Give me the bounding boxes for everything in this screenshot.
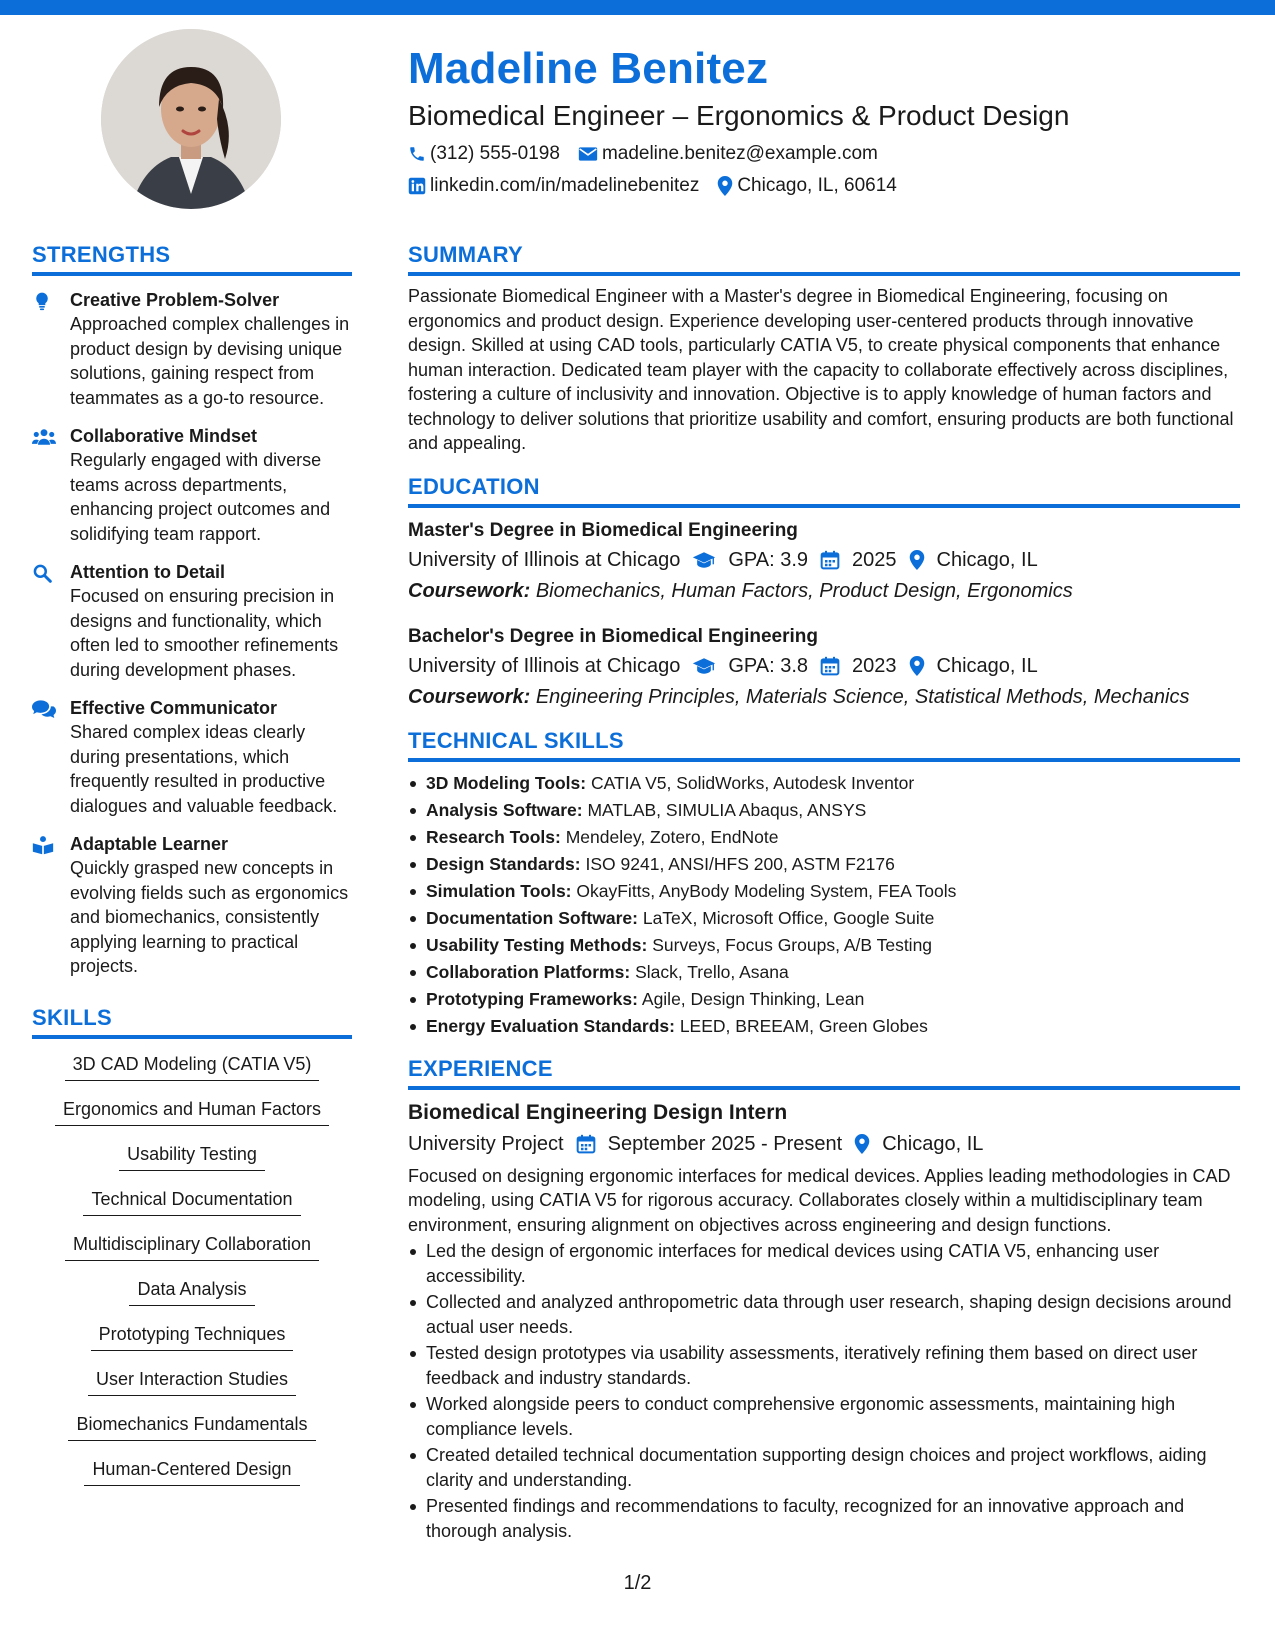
tech-skill-item: Research Tools: Mendeley, Zotero, EndNote: [408, 824, 1240, 851]
email-text: madeline.benitez@example.com: [601, 143, 878, 164]
job-bullet: Worked alongside peers to conduct comprehensive ergonomic assessments, maintaining high compliance levels.: [408, 1392, 1240, 1441]
tech-skill-item: Design Standards: ISO 9241, ANSI/HFS 200, ASTM F2176: [408, 851, 1240, 878]
section-divider: [32, 1035, 352, 1039]
job-location: Chicago, IL: [882, 1132, 984, 1155]
coursework-label: Coursework:: [408, 579, 531, 602]
graduation-cap-icon: [692, 656, 716, 676]
strength-title: Creative Problem-Solver: [70, 290, 280, 310]
coursework: [408, 682, 1240, 712]
job-title: Biomedical Engineering Design Intern: [408, 1100, 788, 1124]
strength-text: Quickly grasped new concepts in evolving fields such as ergonomics and biomechanics, consistently applying learning to practical projects.: [70, 858, 349, 976]
strength-text: Shared complex ideas clearly during presentations, which frequently resulted in productive dialogues and valuable feedback.: [70, 722, 338, 816]
map-pin-icon: [854, 1134, 870, 1154]
school-name: University of Illinois at Chicago: [408, 654, 681, 677]
job-summary: Focused on designing ergonomic interfaces for medical devices. Applies leading methodologies in CAD modeling, using CATIA V5 for rigorous accuracy. Collaborates closely within a multidisciplinary team environment, ensuring alignment on objectives across engineering and design functions.: [408, 1165, 1231, 1235]
tech-skill-item: Documentation Software: LaTeX, Microsoft Office, Google Suite: [408, 905, 1240, 932]
skill-chip: User Interaction Studies: [88, 1366, 296, 1396]
location-text: Chicago, IL: [936, 548, 1038, 571]
skills-heading: SKILLS: [32, 1004, 113, 1030]
location-text: Chicago, IL, 60614: [737, 175, 897, 196]
strength-title: Collaborative Mindset: [70, 426, 258, 446]
lightbulb-icon: [32, 291, 52, 311]
phone-text: (312) 555-0198: [430, 143, 560, 164]
job-bullets: [408, 1239, 1240, 1543]
tech-skill-item: Energy Evaluation Standards: LEED, BREEAM, Green Globes: [408, 1013, 1240, 1040]
map-pin-icon: [909, 550, 925, 570]
tech-skill-item: Prototyping Frameworks: Agile, Design Thinking, Lean: [408, 986, 1240, 1013]
skill-chip: Human-Centered Design: [84, 1456, 299, 1486]
summary-heading: SUMMARY: [408, 242, 523, 267]
left-column: [32, 240, 352, 1501]
section-divider: [408, 272, 1240, 276]
linkedin-contact[interactable]: [408, 172, 699, 200]
skill-chip: Prototyping Techniques: [91, 1321, 294, 1351]
tech-skill-item: Collaboration Platforms: Slack, Trello, Asana: [408, 959, 1240, 986]
skill-chip: Technical Documentation: [83, 1186, 300, 1216]
year-text: 2025: [852, 548, 897, 571]
location-text: Chicago, IL: [936, 654, 1038, 677]
resume-header: [408, 40, 1248, 200]
reader-icon: [32, 835, 54, 855]
gpa-text: GPA: 3.8: [728, 654, 809, 677]
linkedin-icon: [408, 177, 426, 195]
comments-icon: [32, 699, 56, 719]
job-bullet: Led the design of ergonomic interfaces for medical devices using CATIA V5, enhancing user accessibility.: [408, 1239, 1240, 1288]
education-entry: [408, 518, 1240, 606]
map-pin-icon: [909, 656, 925, 676]
technical-skills-heading: TECHNICAL SKILLS: [408, 727, 624, 753]
phone-contact[interactable]: [408, 140, 560, 168]
calendar-icon: [576, 1134, 596, 1154]
tech-skill-item: Simulation Tools: OkayFitts, AnyBody Modeling System, FEA Tools: [408, 878, 1240, 905]
section-divider: [408, 758, 1240, 762]
education-meta: [408, 650, 1240, 682]
avatar: [101, 29, 281, 209]
job-bullet: Created detailed technical documentation supporting design choices and project workflows, aiding clarity and understanding.: [408, 1443, 1240, 1492]
contact-row-1: [408, 140, 1248, 168]
job-dates: September 2025 - Present: [607, 1132, 843, 1155]
coursework-label: Coursework:: [408, 685, 531, 708]
job-bullet: Collected and analyzed anthropometric data through user research, shaping design decisions around actual user needs.: [408, 1290, 1240, 1339]
experience-heading: EXPERIENCE: [408, 1055, 553, 1081]
job-meta: [408, 1128, 1240, 1160]
tech-skill-item: Usability Testing Methods: Surveys, Focus Groups, A/B Testing: [408, 932, 1240, 959]
technical-skills-list: [408, 770, 1240, 1040]
education-entry: [408, 624, 1240, 712]
tech-skill-item: Analysis Software: MATLAB, SIMULIA Abaqus, ANSYS: [408, 797, 1240, 824]
strengths-heading: STRENGTHS: [32, 242, 171, 267]
search-icon: [32, 563, 52, 583]
skill-chip: Usability Testing: [119, 1141, 265, 1171]
strength-title: Adaptable Learner: [70, 834, 229, 854]
linkedin-text: linkedin.com/in/madelinebenitez: [430, 175, 700, 196]
users-icon: [32, 427, 56, 447]
coursework-text: Engineering Principles, Materials Science, Statistical Methods, Mechanics: [535, 685, 1190, 708]
strength-item: [32, 696, 352, 818]
strength-item: [32, 560, 352, 682]
strength-text: Focused on ensuring precision in designs and functionality, which often led to smoother refinements during development phases.: [70, 586, 339, 680]
job-bullet: Tested design prototypes via usability assessments, iteratively refining them based on direct user feedback and industry standards.: [408, 1341, 1240, 1390]
strength-title: Effective Communicator: [70, 698, 278, 718]
degree-title: Master's Degree in Biomedical Engineering: [408, 519, 798, 541]
page-number: 1/2: [623, 1572, 652, 1594]
school-name: University of Illinois at Chicago: [408, 548, 681, 571]
candidate-role: Biomedical Engineer – Ergonomics & Product Design: [408, 100, 1070, 131]
coursework-text: Biomechanics, Human Factors, Product Design, Ergonomics: [535, 579, 1073, 602]
location-contact: [717, 172, 897, 200]
map-pin-icon: [717, 176, 733, 196]
summary-text: Passionate Biomedical Engineer with a Master's degree in Biomedical Engineering, focusing on ergonomics and product design. Experience developing user-centered products through innovative design. Skilled at using CAD tools, particularly CATIA V5, to create physical components that enhance human interaction. Dedicated team player with the capacity to collaborate effectively across disciplines, fostering a culture of inclusivity and innovation. Objective is to apply knowledge of human factors and technology to deliver solutions that prioritize usability and comfort, ensuring products are both functional and appealing.: [408, 286, 1234, 453]
tech-skill-item: 3D Modeling Tools: CATIA V5, SolidWorks, Autodesk Inventor: [408, 770, 1240, 797]
section-divider: [32, 272, 352, 276]
skill-chip: Ergonomics and Human Factors: [55, 1096, 329, 1126]
profile-photo: [101, 29, 281, 209]
coursework: [408, 576, 1240, 606]
strength-item: [32, 832, 352, 979]
email-contact[interactable]: [578, 140, 878, 168]
skill-chip: Multidisciplinary Collaboration: [65, 1231, 319, 1261]
email-icon: [578, 145, 598, 163]
contact-row-2: [408, 172, 1248, 200]
skill-chip: Biomechanics Fundamentals: [68, 1411, 315, 1441]
skill-chip: Data Analysis: [129, 1276, 254, 1306]
skills-list: [32, 1051, 352, 1501]
year-text: 2023: [852, 654, 897, 677]
graduation-cap-icon: [692, 550, 716, 570]
calendar-icon: [820, 656, 840, 676]
strength-text: Regularly engaged with diverse teams across departments, enhancing project outcomes and solidifying team rapport.: [70, 450, 331, 544]
education-meta: [408, 544, 1240, 576]
degree-title: Bachelor's Degree in Biomedical Engineering: [408, 625, 818, 647]
section-divider: [408, 1086, 1240, 1090]
candidate-name: Madeline Benitez: [408, 44, 769, 93]
education-heading: EDUCATION: [408, 473, 540, 499]
top-accent-bar: [0, 0, 1275, 15]
phone-icon: [408, 145, 426, 163]
job-org: University Project: [408, 1132, 564, 1155]
strengths-list: [32, 288, 352, 979]
strength-item: [32, 424, 352, 546]
gpa-text: GPA: 3.9: [728, 548, 809, 571]
strength-title: Attention to Detail: [70, 562, 225, 582]
calendar-icon: [820, 550, 840, 570]
job-bullet: Presented findings and recommendations to faculty, recognized for an innovative approach and thorough analysis.: [408, 1494, 1240, 1543]
skill-chip: 3D CAD Modeling (CATIA V5): [65, 1051, 320, 1081]
strength-text: Approached complex challenges in product design by devising unique solutions, gaining respect from teammates as a go-to resource.: [70, 314, 350, 408]
strength-item: [32, 288, 352, 410]
section-divider: [408, 504, 1240, 508]
right-column: [408, 240, 1240, 1545]
